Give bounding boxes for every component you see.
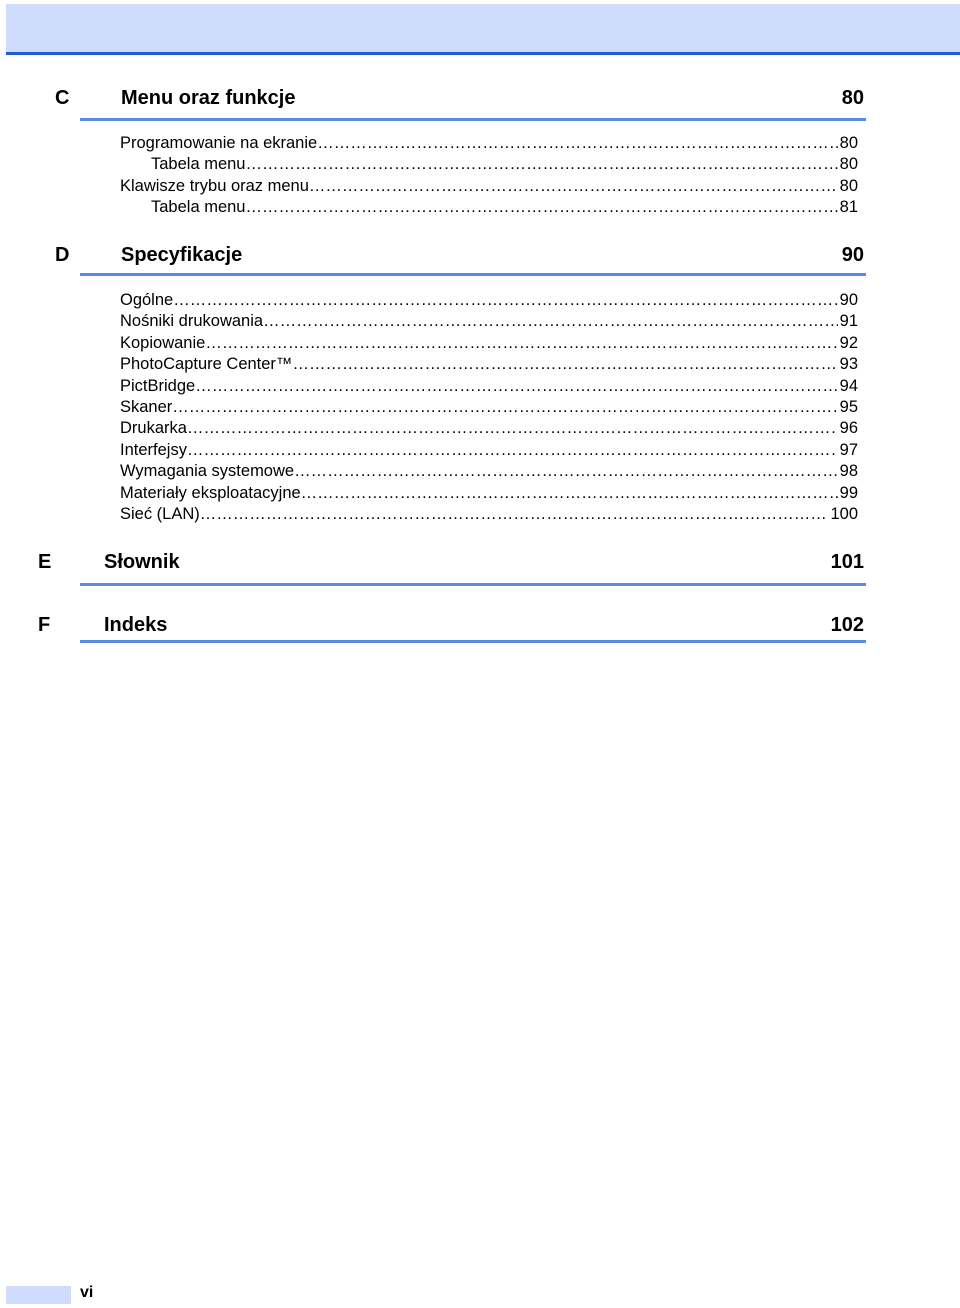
toc-entry[interactable] <box>120 376 858 397</box>
toc-entry[interactable] <box>120 354 858 375</box>
dot-leader <box>292 354 837 375</box>
toc-entry[interactable] <box>120 418 858 439</box>
header-band <box>6 4 960 55</box>
entry-label: Tabela menu <box>151 198 246 217</box>
section-title[interactable]: Słownik <box>104 551 180 573</box>
entry-label: Sieć (LAN) <box>120 504 200 523</box>
entry-page: 91 <box>839 312 858 331</box>
entry-label: PictBridge <box>120 376 196 395</box>
section-page[interactable]: 90 <box>841 244 864 266</box>
section-page[interactable]: 80 <box>841 87 864 109</box>
dot-leader <box>245 197 837 218</box>
dot-leader <box>205 333 837 354</box>
section-letter: D <box>55 244 70 266</box>
entry-label: Skaner <box>120 397 173 416</box>
section-letter: E <box>38 551 52 573</box>
entry-page: 95 <box>839 397 858 416</box>
section-title[interactable]: Indeks <box>104 614 168 636</box>
section-rule <box>80 118 866 121</box>
entry-page: 80 <box>839 134 858 152</box>
toc-entry[interactable] <box>120 154 858 175</box>
entry-label: PhotoCapture Center™ <box>120 355 293 374</box>
dot-leader <box>187 440 838 461</box>
entry-page: 97 <box>839 440 858 459</box>
entry-label: Kopiowanie <box>120 333 206 352</box>
dot-leader <box>263 311 838 332</box>
entry-label: Wymagania systemowe <box>120 462 295 481</box>
footer-band <box>6 1286 71 1304</box>
toc-entry[interactable] <box>120 197 858 218</box>
toc-entry[interactable] <box>120 504 858 525</box>
section-rule <box>80 273 866 276</box>
toc-entry[interactable] <box>120 311 858 332</box>
section-rule <box>80 640 866 643</box>
dot-leader <box>172 397 837 418</box>
section-title[interactable]: Specyfikacje <box>121 244 243 266</box>
entry-page: 90 <box>839 291 858 309</box>
dot-leader <box>245 154 837 175</box>
toc-entry[interactable] <box>120 461 858 482</box>
section-title[interactable]: Menu oraz funkcje <box>121 87 296 109</box>
toc-entries-d <box>120 290 858 525</box>
toc-entry[interactable] <box>120 176 858 197</box>
section-letter: C <box>55 87 70 109</box>
dot-leader <box>173 290 837 311</box>
section-letter: F <box>38 614 51 636</box>
entry-label: Programowanie na ekranie <box>120 134 318 152</box>
dot-leader <box>294 461 838 482</box>
entry-page: 98 <box>839 462 858 481</box>
dot-leader <box>195 376 837 397</box>
toc-entry[interactable] <box>120 440 858 461</box>
dot-leader <box>200 504 829 525</box>
entry-label: Tabela menu <box>151 155 246 174</box>
toc-entry[interactable] <box>120 397 858 418</box>
entry-label: Ogólne <box>120 291 174 309</box>
dot-leader <box>317 133 837 154</box>
toc-entry[interactable] <box>120 483 858 504</box>
entry-page: 94 <box>839 376 858 395</box>
section-page[interactable]: 102 <box>830 614 864 636</box>
toc-entries-c <box>120 133 858 219</box>
entry-page: 99 <box>839 483 858 502</box>
dot-leader <box>309 176 838 197</box>
entry-label: Klawisze trybu oraz menu <box>120 176 309 195</box>
entry-page: 80 <box>839 155 858 174</box>
section-page[interactable]: 101 <box>830 551 864 573</box>
entry-page: 92 <box>839 333 858 352</box>
entry-label: Drukarka <box>120 419 187 438</box>
toc-entry[interactable] <box>120 290 858 311</box>
entry-page: 80 <box>839 176 858 195</box>
entry-page: 93 <box>839 355 858 374</box>
section-rule <box>80 583 866 586</box>
toc-entry[interactable] <box>120 333 858 354</box>
entry-label: Materiały eksploatacyjne <box>120 483 301 502</box>
page-number: vi <box>80 1284 94 1301</box>
entry-page: 100 <box>830 504 858 523</box>
toc-entry[interactable] <box>120 133 858 154</box>
entry-label: Interfejsy <box>120 440 187 459</box>
dot-leader <box>301 483 838 504</box>
entry-page: 81 <box>839 198 858 217</box>
dot-leader <box>187 418 838 439</box>
entry-page: 96 <box>839 419 858 438</box>
entry-label: Nośniki drukowania <box>120 312 264 331</box>
